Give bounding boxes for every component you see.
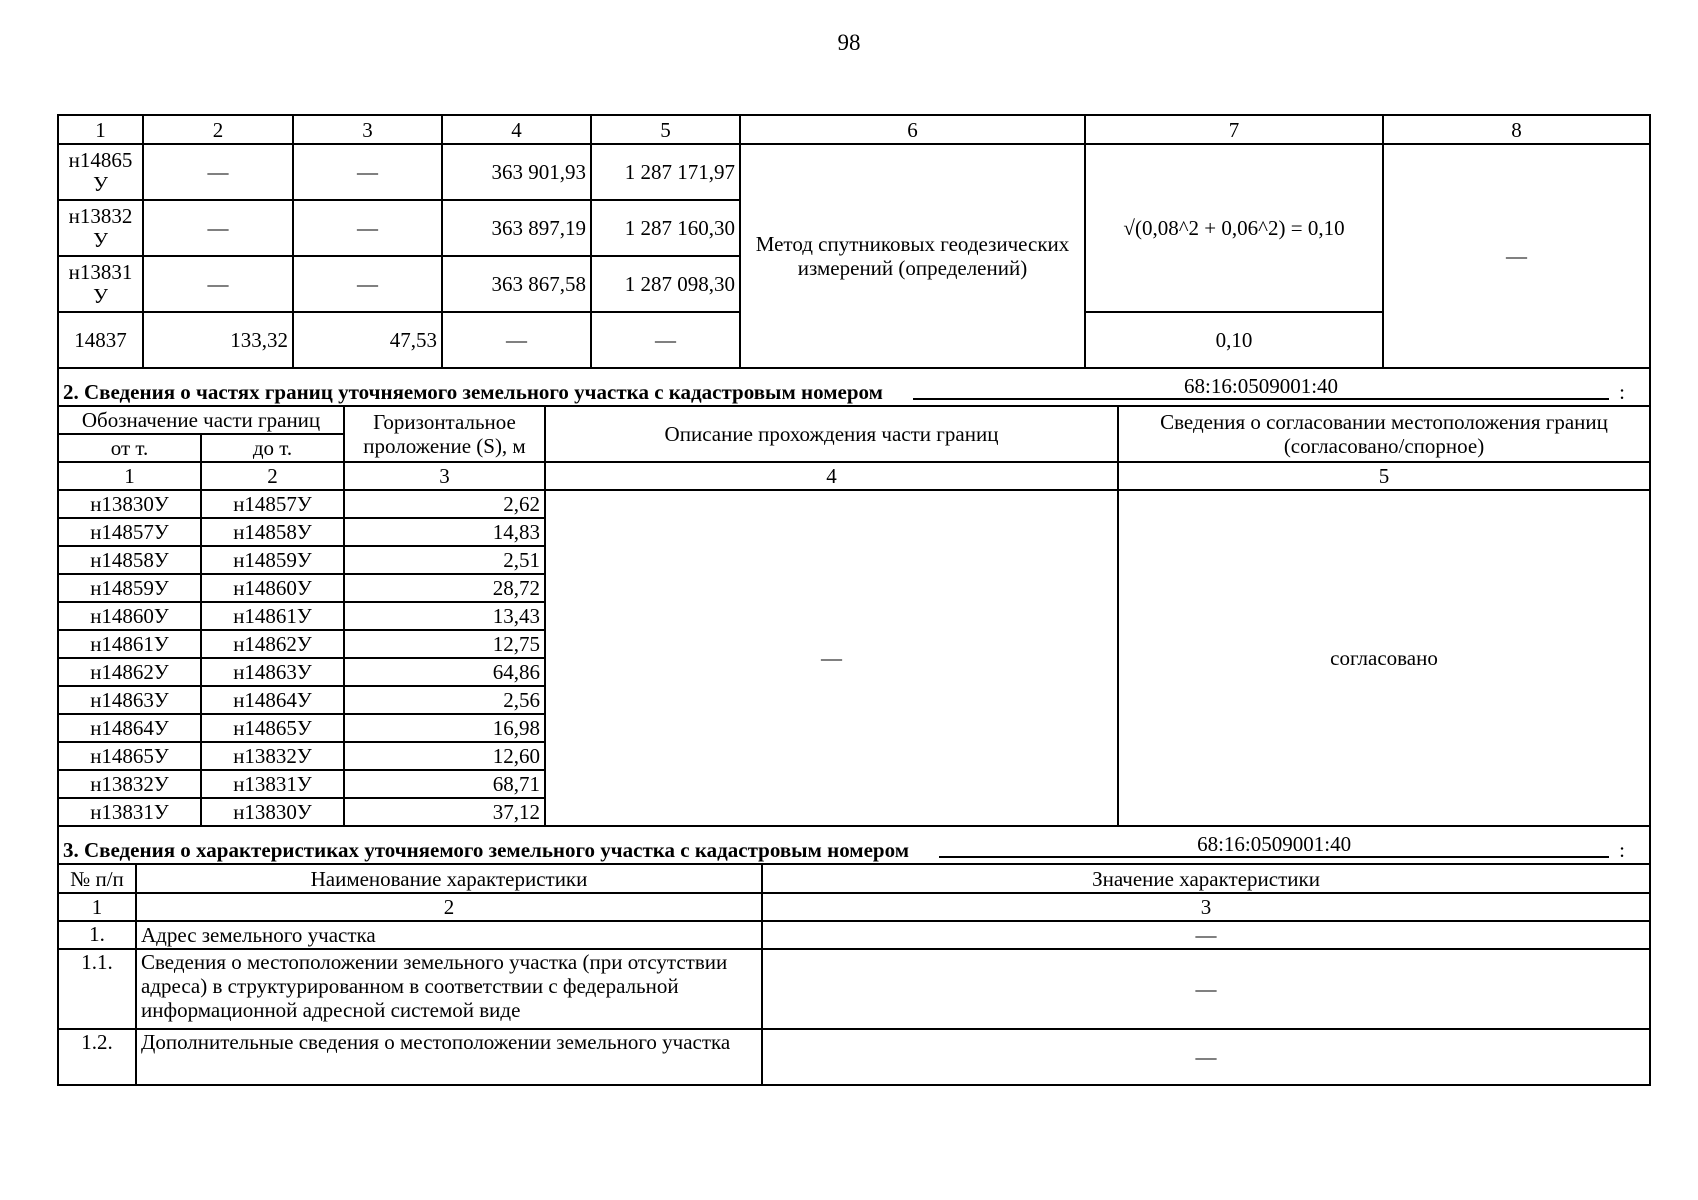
distance: 2,51 bbox=[344, 546, 545, 574]
from-point: н14864У bbox=[58, 714, 201, 742]
table-row bbox=[58, 490, 1650, 518]
to-header: до т. bbox=[201, 434, 344, 462]
distance: 2,56 bbox=[344, 686, 545, 714]
from-point: н14859У bbox=[58, 574, 201, 602]
distance: 14,83 bbox=[344, 518, 545, 546]
section3-header bbox=[58, 827, 1650, 864]
col-number: 4 bbox=[442, 115, 591, 144]
description-header: Описание прохождения части границ bbox=[545, 406, 1118, 462]
point-name: н14865 У bbox=[58, 144, 143, 200]
characteristic-value: — bbox=[762, 1029, 1650, 1085]
coord-y: — bbox=[591, 312, 740, 368]
value-header: Значение характеристики bbox=[762, 864, 1650, 893]
from-point: н14857У bbox=[58, 518, 201, 546]
distance: 12,60 bbox=[344, 742, 545, 770]
accuracy-formula: √(0,08^2 + 0,06^2) = 0,10 bbox=[1085, 144, 1383, 312]
characteristic-value: — bbox=[762, 949, 1650, 1029]
distance: 28,72 bbox=[344, 574, 545, 602]
point-name: 14837 bbox=[58, 312, 143, 368]
to-point: н13830У bbox=[201, 798, 344, 826]
table-row bbox=[58, 144, 1650, 200]
characteristic-name: Сведения о местоположении земельного участка (при отсутствии адреса) в структурированном в соответствии с федеральной информационной адресной системой виде bbox=[136, 949, 762, 1029]
from-point: н14861У bbox=[58, 630, 201, 658]
col-number: 2 bbox=[143, 115, 293, 144]
to-point: н14862У bbox=[201, 630, 344, 658]
cell-value: — bbox=[143, 200, 293, 256]
agreement-value: согласовано bbox=[1118, 490, 1650, 826]
cell-value: — bbox=[293, 144, 442, 200]
from-point: н13830У bbox=[58, 490, 201, 518]
col-number: 2 bbox=[201, 462, 344, 490]
characteristic-value: — bbox=[762, 921, 1650, 949]
from-point: н14860У bbox=[58, 602, 201, 630]
to-point: н14865У bbox=[201, 714, 344, 742]
point-name: н13832 У bbox=[58, 200, 143, 256]
table-row bbox=[58, 949, 1650, 1029]
from-point: н13831У bbox=[58, 798, 201, 826]
to-point: н14864У bbox=[201, 686, 344, 714]
col-number: 1 bbox=[58, 893, 136, 921]
distance: 13,43 bbox=[344, 602, 545, 630]
table-row bbox=[58, 921, 1650, 949]
col-number: 2 bbox=[136, 893, 762, 921]
characteristic-name: Адрес земельного участка bbox=[136, 921, 762, 949]
coord-x: — bbox=[442, 312, 591, 368]
coord-x: 363 867,58 bbox=[442, 256, 591, 312]
col-number: 3 bbox=[293, 115, 442, 144]
name-header: Наименование характеристики bbox=[136, 864, 762, 893]
section3-colon: : bbox=[1619, 838, 1626, 862]
page-number: 98 bbox=[837, 30, 861, 55]
agreement-header: Сведения о согласовании местоположения границ (согласовано/спорное) bbox=[1118, 406, 1650, 462]
col-number: 8 bbox=[1383, 115, 1650, 144]
distance: 16,98 bbox=[344, 714, 545, 742]
point-name: н13831 У bbox=[58, 256, 143, 312]
from-point: н14858У bbox=[58, 546, 201, 574]
section2-colon: : bbox=[1619, 380, 1626, 404]
row-number: 1. bbox=[58, 921, 136, 949]
column-number-row bbox=[58, 462, 1650, 490]
designation-header: Обозначение части границ bbox=[58, 406, 344, 434]
document-sheet bbox=[57, 114, 1649, 1086]
to-point: н14859У bbox=[201, 546, 344, 574]
coordinates-table bbox=[57, 114, 1651, 369]
col-number: 6 bbox=[740, 115, 1085, 144]
coord-x: 363 901,93 bbox=[442, 144, 591, 200]
row-number: 1.1. bbox=[58, 949, 136, 1029]
method-cell bbox=[740, 144, 1085, 368]
col-number: 7 bbox=[1085, 115, 1383, 144]
cell-value: — bbox=[143, 256, 293, 312]
col-number: 1 bbox=[58, 462, 201, 490]
distance: 12,75 bbox=[344, 630, 545, 658]
header-row bbox=[58, 864, 1650, 893]
from-point: н14862У bbox=[58, 658, 201, 686]
to-point: н13831У bbox=[201, 770, 344, 798]
row-number: 1.2. bbox=[58, 1029, 136, 1085]
section3-table bbox=[57, 827, 1651, 1086]
col-number: 5 bbox=[1118, 462, 1650, 490]
column-number-row bbox=[58, 893, 1650, 921]
characteristic-name: Дополнительные сведения о местоположении земельного участка bbox=[136, 1029, 762, 1085]
to-point: н14860У bbox=[201, 574, 344, 602]
distance: 2,62 bbox=[344, 490, 545, 518]
coord-y: 1 287 171,97 bbox=[591, 144, 740, 200]
to-point: н13832У bbox=[201, 742, 344, 770]
to-point: н14861У bbox=[201, 602, 344, 630]
coord-y: 1 287 098,30 bbox=[591, 256, 740, 312]
accuracy-last: 0,10 bbox=[1085, 312, 1383, 368]
section2-table bbox=[57, 369, 1651, 827]
col-number: 5 bbox=[591, 115, 740, 144]
from-point: н13832У bbox=[58, 770, 201, 798]
from-point: н14863У bbox=[58, 686, 201, 714]
section2-header bbox=[58, 369, 1650, 406]
col-number: 3 bbox=[344, 462, 545, 490]
header-row bbox=[58, 406, 1650, 434]
distance: 68,71 bbox=[344, 770, 545, 798]
cell-value: — bbox=[293, 256, 442, 312]
to-point: н14858У bbox=[201, 518, 344, 546]
col-number: 4 bbox=[545, 462, 1118, 490]
method-text: Метод спутниковых геодезических измерений (определений) bbox=[755, 232, 1070, 280]
description-value: — bbox=[545, 490, 1118, 826]
col8-value: — bbox=[1383, 144, 1650, 368]
col-number: 3 bbox=[762, 893, 1650, 921]
from-header: от т. bbox=[58, 434, 201, 462]
column-number-row bbox=[58, 115, 1650, 144]
section2-title: 2. Сведения о частях границ уточняемого земельного участка с кадастровым номером bbox=[63, 380, 883, 404]
section2-cadastral-number: 68:16:0509001:40 bbox=[913, 374, 1609, 400]
cell-value: — bbox=[293, 200, 442, 256]
table-row bbox=[58, 1029, 1650, 1085]
to-point: н14857У bbox=[201, 490, 344, 518]
coord-x: 363 897,19 bbox=[442, 200, 591, 256]
distance: 37,12 bbox=[344, 798, 545, 826]
cell-value: — bbox=[143, 144, 293, 200]
horizontal-header: Горизонтальное проложение (S), м bbox=[344, 406, 545, 462]
cell-value: 133,32 bbox=[143, 312, 293, 368]
coord-y: 1 287 160,30 bbox=[591, 200, 740, 256]
col-number: 1 bbox=[58, 115, 143, 144]
to-point: н14863У bbox=[201, 658, 344, 686]
distance: 64,86 bbox=[344, 658, 545, 686]
section3-cadastral-number: 68:16:0509001:40 bbox=[939, 832, 1609, 858]
from-point: н14865У bbox=[58, 742, 201, 770]
section3-title: 3. Сведения о характеристиках уточняемого земельного участка с кадастровым номером bbox=[63, 838, 910, 862]
num-header: № п/п bbox=[58, 864, 136, 893]
cell-value: 47,53 bbox=[293, 312, 442, 368]
